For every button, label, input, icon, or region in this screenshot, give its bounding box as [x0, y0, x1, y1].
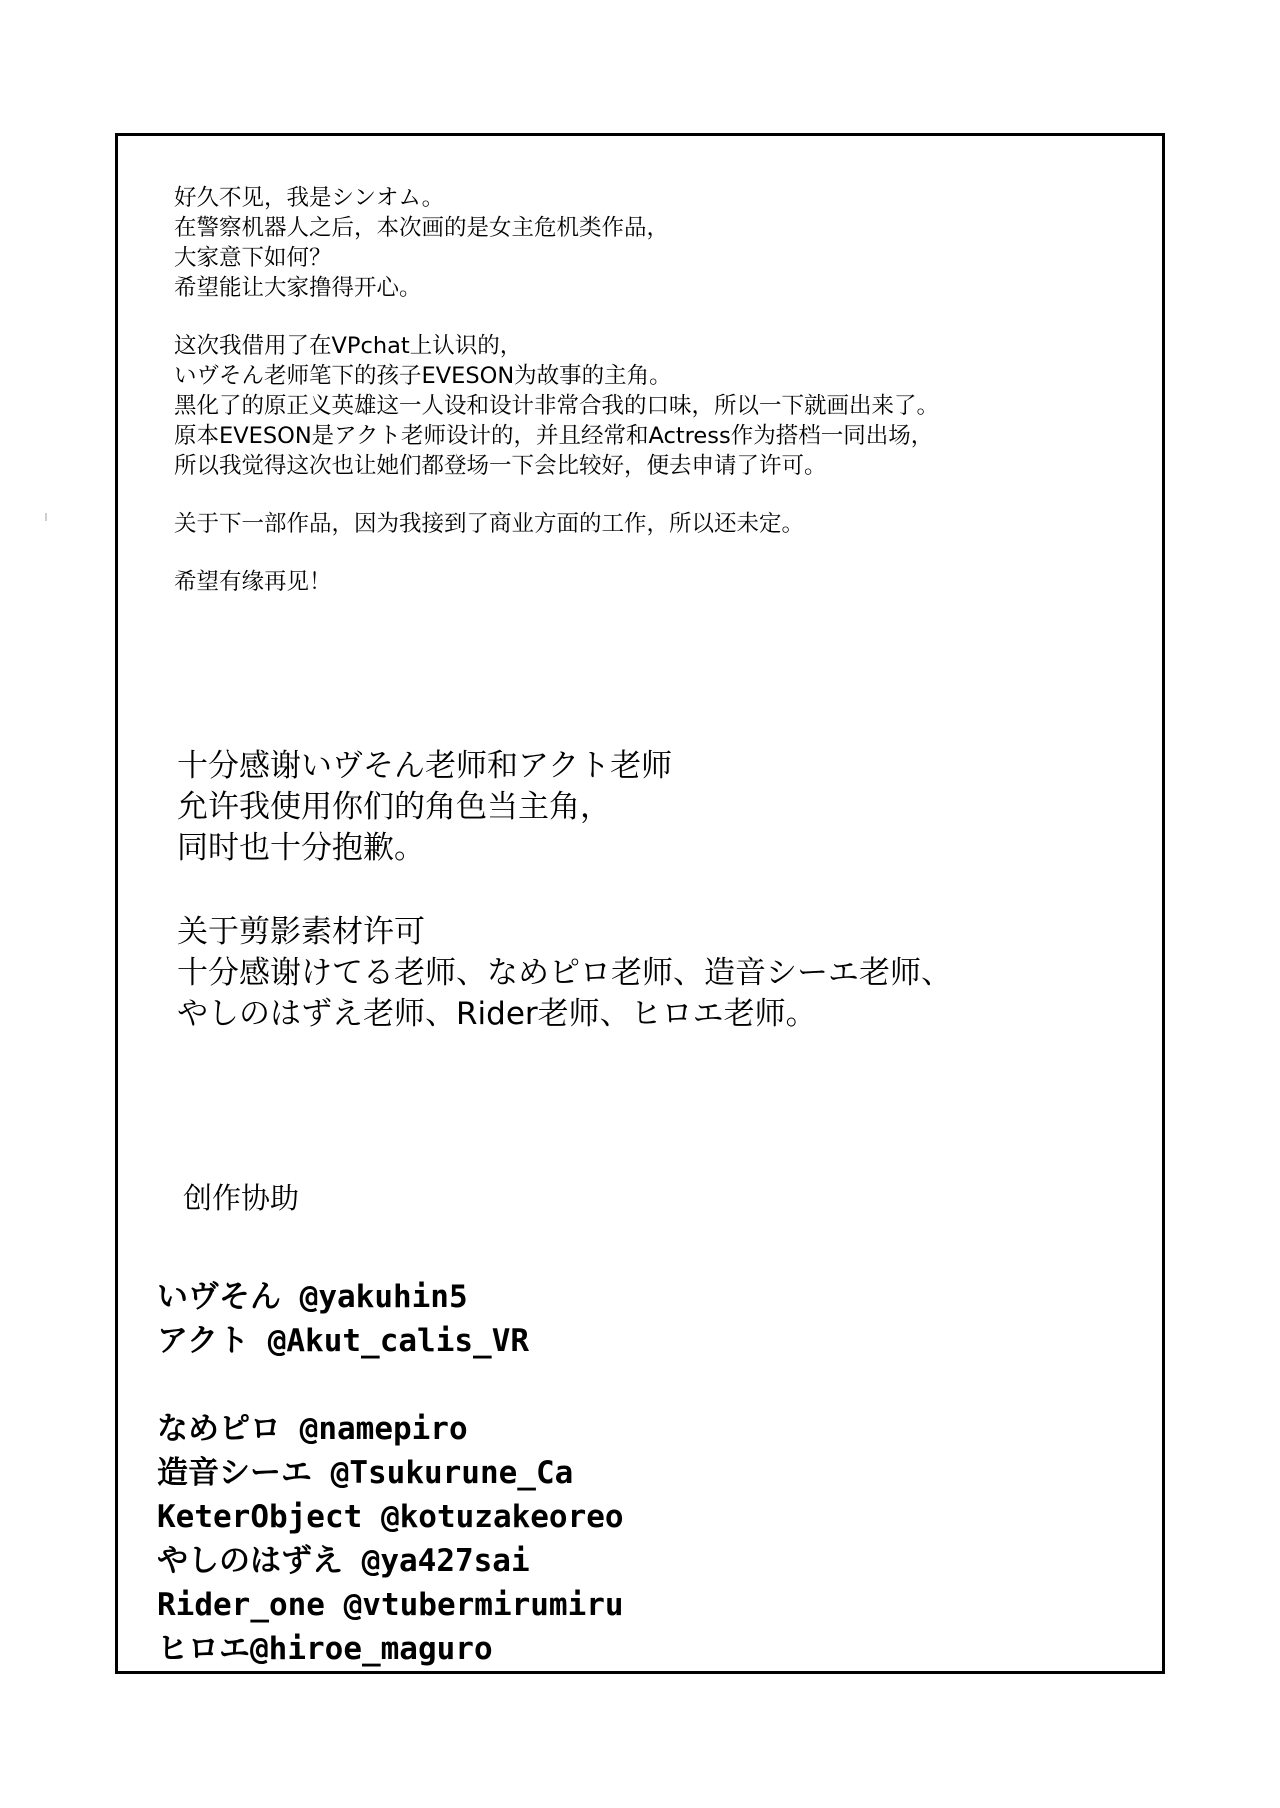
intro-line: 所以我觉得这次也让她们都登场一下会比较好，便去申请了许可。 — [174, 453, 827, 479]
credits-list — [157, 1275, 624, 1671]
intro-line: 这次我借用了在VPchat上认识的， — [174, 333, 523, 359]
intro-line: 关于下一部作品，因为我接到了商业方面的工作，所以还未定。 — [174, 511, 805, 537]
paragraph-gap — [177, 869, 952, 912]
thanks-line: 十分感谢けてる老师、なめピロ老师、造音シーエ老师、 — [177, 955, 952, 991]
intro-line: 希望能让大家撸得开心。 — [174, 275, 422, 301]
intro-line: 希望有缘再见！ — [174, 569, 332, 595]
intro-line: 大家意下如何？ — [174, 245, 332, 271]
credit-entry: やしのはずえ @ya427sai — [157, 1543, 530, 1579]
scan-speck — [45, 513, 47, 521]
thanks-line: やしのはずえ老师、Rider老师、ヒロエ老师。 — [177, 996, 817, 1032]
credit-entry: アクト @Akut_calis_VR — [157, 1323, 530, 1359]
paragraph-gap — [174, 303, 939, 331]
credit-entry: ヒロエ@hiroe_maguro — [157, 1631, 493, 1667]
thanks-line: 允许我使用你们的角色当主角， — [177, 789, 611, 825]
thanks-line: 十分感谢いヴそん老师和アクト老师 — [177, 748, 673, 784]
credit-entry: Rider_one @vtubermirumiru — [157, 1587, 624, 1623]
intro-line: 原本EVESON是アクト老师设计的，并且经常和Actress作为搭档一同出场， — [174, 423, 934, 449]
credit-entry: いヴそん @yakuhin5 — [157, 1279, 468, 1315]
afterword-text — [174, 183, 939, 597]
paragraph-gap — [174, 539, 939, 567]
credit-entry: KeterObject @kotuzakeoreo — [157, 1499, 624, 1535]
credits-heading: 创作协助 — [183, 1181, 300, 1215]
intro-line: 好久不见，我是シンオム。 — [174, 185, 445, 211]
intro-line: いヴそん老师笔下的孩子EVESON为故事的主角。 — [174, 363, 672, 389]
thanks-line: 关于剪影素材许可 — [177, 914, 425, 950]
intro-line: 黑化了的原正义英雄这一人设和设计非常合我的口味，所以一下就画出来了。 — [174, 393, 940, 419]
intro-line: 在警察机器人之后，本次画的是女主危机类作品， — [174, 215, 670, 241]
credit-entry: なめピロ @namepiro — [157, 1411, 468, 1447]
credit-entry: 造音シーエ @Tsukurune_Ca — [157, 1455, 574, 1491]
thanks-line: 同时也十分抱歉。 — [177, 830, 425, 866]
credit-gap — [157, 1363, 624, 1407]
thanks-text — [177, 746, 952, 1035]
paragraph-gap — [174, 481, 939, 509]
